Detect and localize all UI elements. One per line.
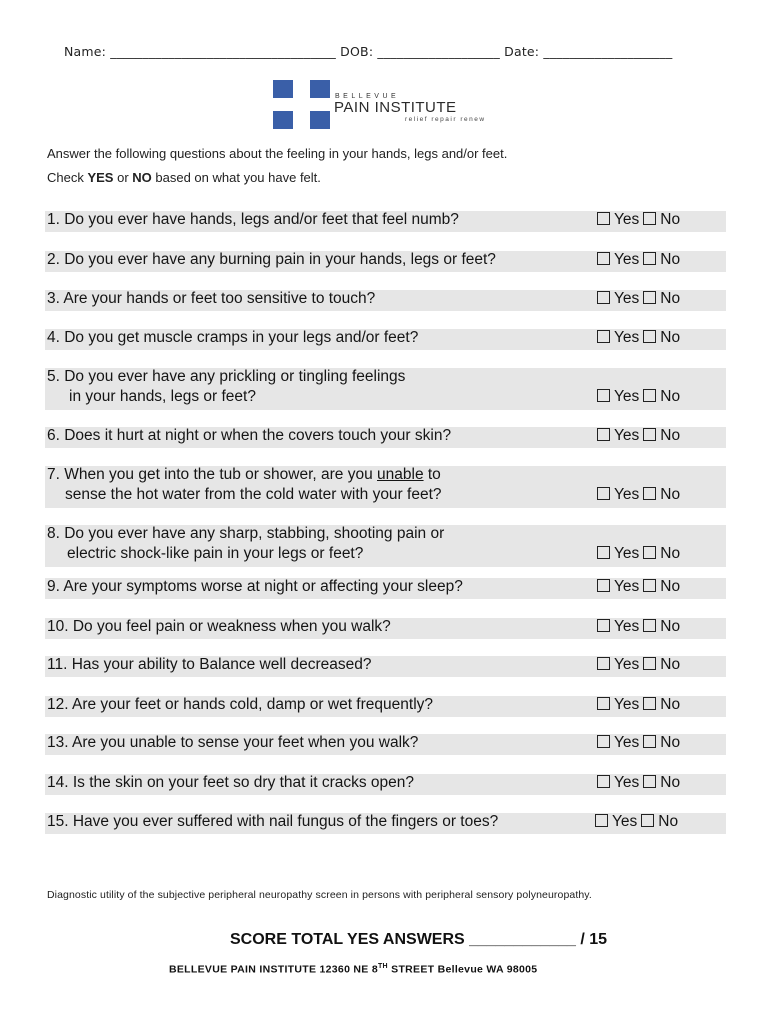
checkbox-icon[interactable] — [597, 428, 610, 441]
checkbox-icon[interactable] — [643, 487, 656, 500]
no-label: No — [660, 545, 681, 562]
yes-option[interactable] — [597, 211, 639, 229]
no-option[interactable] — [643, 251, 680, 269]
yes-no-options — [597, 329, 684, 347]
address-text: BELLEVUE PAIN INSTITUTE 12360 NE 8 — [169, 963, 378, 976]
checkbox-icon[interactable] — [597, 619, 610, 632]
yes-label: Yes — [614, 734, 640, 751]
yes-no-options — [597, 388, 684, 406]
no-option[interactable] — [643, 578, 680, 596]
checkbox-icon[interactable] — [643, 389, 656, 402]
yes-no-options — [597, 251, 684, 269]
yes-label: Yes — [614, 427, 640, 444]
yes-label: Yes — [614, 774, 640, 791]
yes-no-options — [597, 427, 684, 445]
no-option[interactable] — [643, 696, 680, 714]
no-label: No — [660, 388, 681, 405]
question-text: 12. Are your feet or hands cold, damp or wet frequently? — [47, 696, 434, 713]
no-option[interactable] — [643, 774, 680, 792]
no-label: No — [660, 618, 681, 635]
question-text: 10. Do you feel pain or weakness when you walk? — [47, 618, 391, 635]
question-row — [45, 251, 726, 272]
no-option[interactable] — [643, 734, 680, 752]
no-label: No — [660, 696, 681, 713]
question-row — [45, 734, 726, 755]
instructions-text: or — [113, 170, 133, 185]
logo-square-icon — [310, 80, 330, 98]
checkbox-icon[interactable] — [643, 735, 656, 748]
question-row — [45, 329, 726, 350]
instructions-text: Check — [47, 170, 88, 185]
question-text: 9. Are your symptoms worse at night or affecting your sleep? — [47, 578, 463, 595]
question-text-part: to — [423, 466, 441, 483]
question-row — [45, 774, 726, 795]
checkbox-icon[interactable] — [597, 252, 610, 265]
no-label: No — [660, 734, 681, 751]
yes-option[interactable] — [597, 618, 639, 636]
checkbox-icon[interactable] — [643, 579, 656, 592]
yes-option[interactable] — [597, 545, 639, 563]
question-text: 15. Have you ever suffered with nail fungus of the fingers or toes? — [47, 813, 499, 830]
question-text: 13. Are you unable to sense your feet when you walk? — [47, 734, 419, 751]
no-label: No — [660, 251, 681, 268]
question-text-continued: in your hands, legs or feet? — [69, 388, 256, 405]
no-option[interactable] — [643, 545, 680, 563]
yes-no-options — [595, 813, 682, 831]
yes-no-options — [597, 774, 684, 792]
yes-no-options — [597, 618, 684, 636]
question-text: 5. Do you ever have any prickling or tingling feelings — [47, 368, 406, 385]
logo-square-icon — [273, 80, 293, 98]
instructions-text: based on what you have felt. — [151, 170, 321, 185]
logo-tagline: relief repair renew — [405, 116, 486, 123]
yes-no-options — [597, 545, 684, 563]
checkbox-icon[interactable] — [597, 389, 610, 402]
score-total[interactable]: SCORE TOTAL YES ANSWERS ____________ / 15 — [230, 931, 608, 948]
yes-no-options — [597, 211, 684, 229]
logo-square-icon — [273, 111, 293, 129]
checkbox-icon[interactable] — [643, 428, 656, 441]
question-text — [47, 466, 441, 484]
question-row — [45, 466, 726, 508]
no-label: No — [660, 211, 681, 228]
question-row — [45, 696, 726, 717]
yes-option[interactable] — [597, 251, 639, 269]
question-text: 1. Do you ever have hands, legs and/or feet that feel numb? — [47, 211, 459, 228]
yes-option[interactable] — [597, 427, 639, 445]
yes-label: Yes — [614, 486, 640, 503]
question-text-continued: sense the hot water from the cold water with your feet? — [65, 486, 442, 503]
question-text-part: 7. When you get into the tub or shower, are you — [47, 466, 378, 483]
yes-option[interactable] — [597, 388, 639, 406]
yes-label: Yes — [614, 211, 640, 228]
question-row — [45, 618, 726, 639]
yes-option[interactable] — [595, 813, 637, 831]
yes-no-options — [597, 578, 684, 596]
yes-label: Yes — [614, 290, 640, 307]
bellevue-pain-institute-logo — [273, 80, 513, 130]
no-label: No — [658, 813, 679, 830]
logo-square-icon — [310, 111, 330, 129]
yes-no-options — [597, 486, 684, 504]
checkbox-icon[interactable] — [643, 619, 656, 632]
yes-label: Yes — [614, 545, 640, 562]
no-option[interactable] — [643, 290, 680, 308]
checkbox-icon[interactable] — [597, 330, 610, 343]
no-label: No — [660, 578, 681, 595]
checkbox-icon[interactable] — [597, 735, 610, 748]
yes-label: Yes — [614, 618, 640, 635]
yes-label: Yes — [614, 329, 640, 346]
no-label: No — [660, 290, 681, 307]
checkbox-icon[interactable] — [595, 814, 608, 827]
yes-option[interactable] — [597, 734, 639, 752]
yes-option[interactable] — [597, 486, 639, 504]
no-option[interactable] — [641, 813, 678, 831]
checkbox-icon[interactable] — [643, 330, 656, 343]
no-label: No — [660, 329, 681, 346]
question-text: 4. Do you get muscle cramps in your legs and/or feet? — [47, 329, 419, 346]
question-text: 2. Do you ever have any burning pain in your hands, legs or feet? — [47, 251, 496, 268]
question-text: 8. Do you ever have any sharp, stabbing, shooting pain or — [47, 525, 445, 542]
checkbox-icon[interactable] — [597, 546, 610, 559]
no-option[interactable] — [643, 329, 680, 347]
patient-info-fields[interactable]: Name: ___________________________________ DOB: ___________________ Date: ____________________ — [64, 44, 673, 59]
checkbox-icon[interactable] — [643, 546, 656, 559]
question-row — [45, 368, 726, 410]
checkbox-icon[interactable] — [641, 814, 654, 827]
instructions-yes: YES — [87, 170, 114, 185]
checkbox-icon[interactable] — [643, 212, 656, 225]
address-text: STREET Bellevue WA 98005 — [387, 963, 538, 976]
no-option[interactable] — [643, 211, 680, 229]
yes-option[interactable] — [597, 578, 639, 596]
instructions-line-2 — [47, 170, 321, 185]
question-text: 6. Does it hurt at night or when the covers touch your skin? — [47, 427, 452, 444]
checkbox-icon[interactable] — [597, 775, 610, 788]
question-row — [45, 813, 726, 834]
checkbox-icon[interactable] — [597, 212, 610, 225]
question-row — [45, 525, 726, 567]
checkbox-icon[interactable] — [643, 697, 656, 710]
no-option[interactable] — [643, 388, 680, 406]
no-label: No — [660, 774, 681, 791]
question-row — [45, 427, 726, 448]
yes-option[interactable] — [597, 774, 639, 792]
question-row — [45, 290, 726, 311]
question-text-emphasis: unable — [377, 466, 424, 483]
yes-no-options — [597, 290, 684, 308]
checkbox-icon[interactable] — [643, 252, 656, 265]
question-row — [45, 211, 726, 232]
yes-label: Yes — [614, 388, 640, 405]
yes-label: Yes — [612, 813, 638, 830]
checkbox-icon[interactable] — [597, 291, 610, 304]
no-label: No — [660, 486, 681, 503]
checkbox-icon[interactable] — [643, 775, 656, 788]
no-option[interactable] — [643, 486, 680, 504]
yes-option[interactable] — [597, 696, 639, 714]
yes-no-options — [597, 734, 684, 752]
yes-label: Yes — [614, 251, 640, 268]
checkbox-icon[interactable] — [597, 487, 610, 500]
no-option[interactable] — [643, 618, 680, 636]
question-text-continued: electric shock-like pain in your legs or feet? — [67, 545, 364, 562]
instructions-no: NO — [132, 170, 152, 185]
yes-label: Yes — [614, 656, 640, 673]
question-text: 11. Has your ability to Balance well decreased? — [47, 656, 372, 673]
checkbox-icon[interactable] — [643, 291, 656, 304]
no-label: No — [660, 656, 681, 673]
yes-label: Yes — [614, 578, 640, 595]
yes-option[interactable] — [597, 329, 639, 347]
checkbox-icon[interactable] — [643, 657, 656, 670]
yes-option[interactable] — [597, 656, 639, 674]
footnote: Diagnostic utility of the subjective peripheral neuropathy screen in persons with peripheral sensory polyneuropathy. — [47, 889, 592, 901]
yes-no-options — [597, 696, 684, 714]
question-row — [45, 578, 726, 599]
question-row — [45, 656, 726, 677]
address-sup: TH — [377, 963, 388, 970]
logo-main-text: PAIN INSTITUTE — [334, 99, 457, 116]
checkbox-icon[interactable] — [597, 579, 610, 592]
yes-no-options — [597, 656, 684, 674]
no-label: No — [660, 427, 681, 444]
question-text: 14. Is the skin on your feet so dry that it cracks open? — [47, 774, 415, 791]
checkbox-icon[interactable] — [597, 657, 610, 670]
instructions-line-1: Answer the following questions about the feeling in your hands, legs and/or feet. — [47, 146, 508, 161]
no-option[interactable] — [643, 656, 680, 674]
address-footer — [169, 963, 537, 976]
checkbox-icon[interactable] — [597, 697, 610, 710]
question-text: 3. Are your hands or feet too sensitive to touch? — [47, 290, 376, 307]
yes-label: Yes — [614, 696, 640, 713]
no-option[interactable] — [643, 427, 680, 445]
yes-option[interactable] — [597, 290, 639, 308]
logo-top-text: BELLEVUE — [335, 93, 400, 100]
